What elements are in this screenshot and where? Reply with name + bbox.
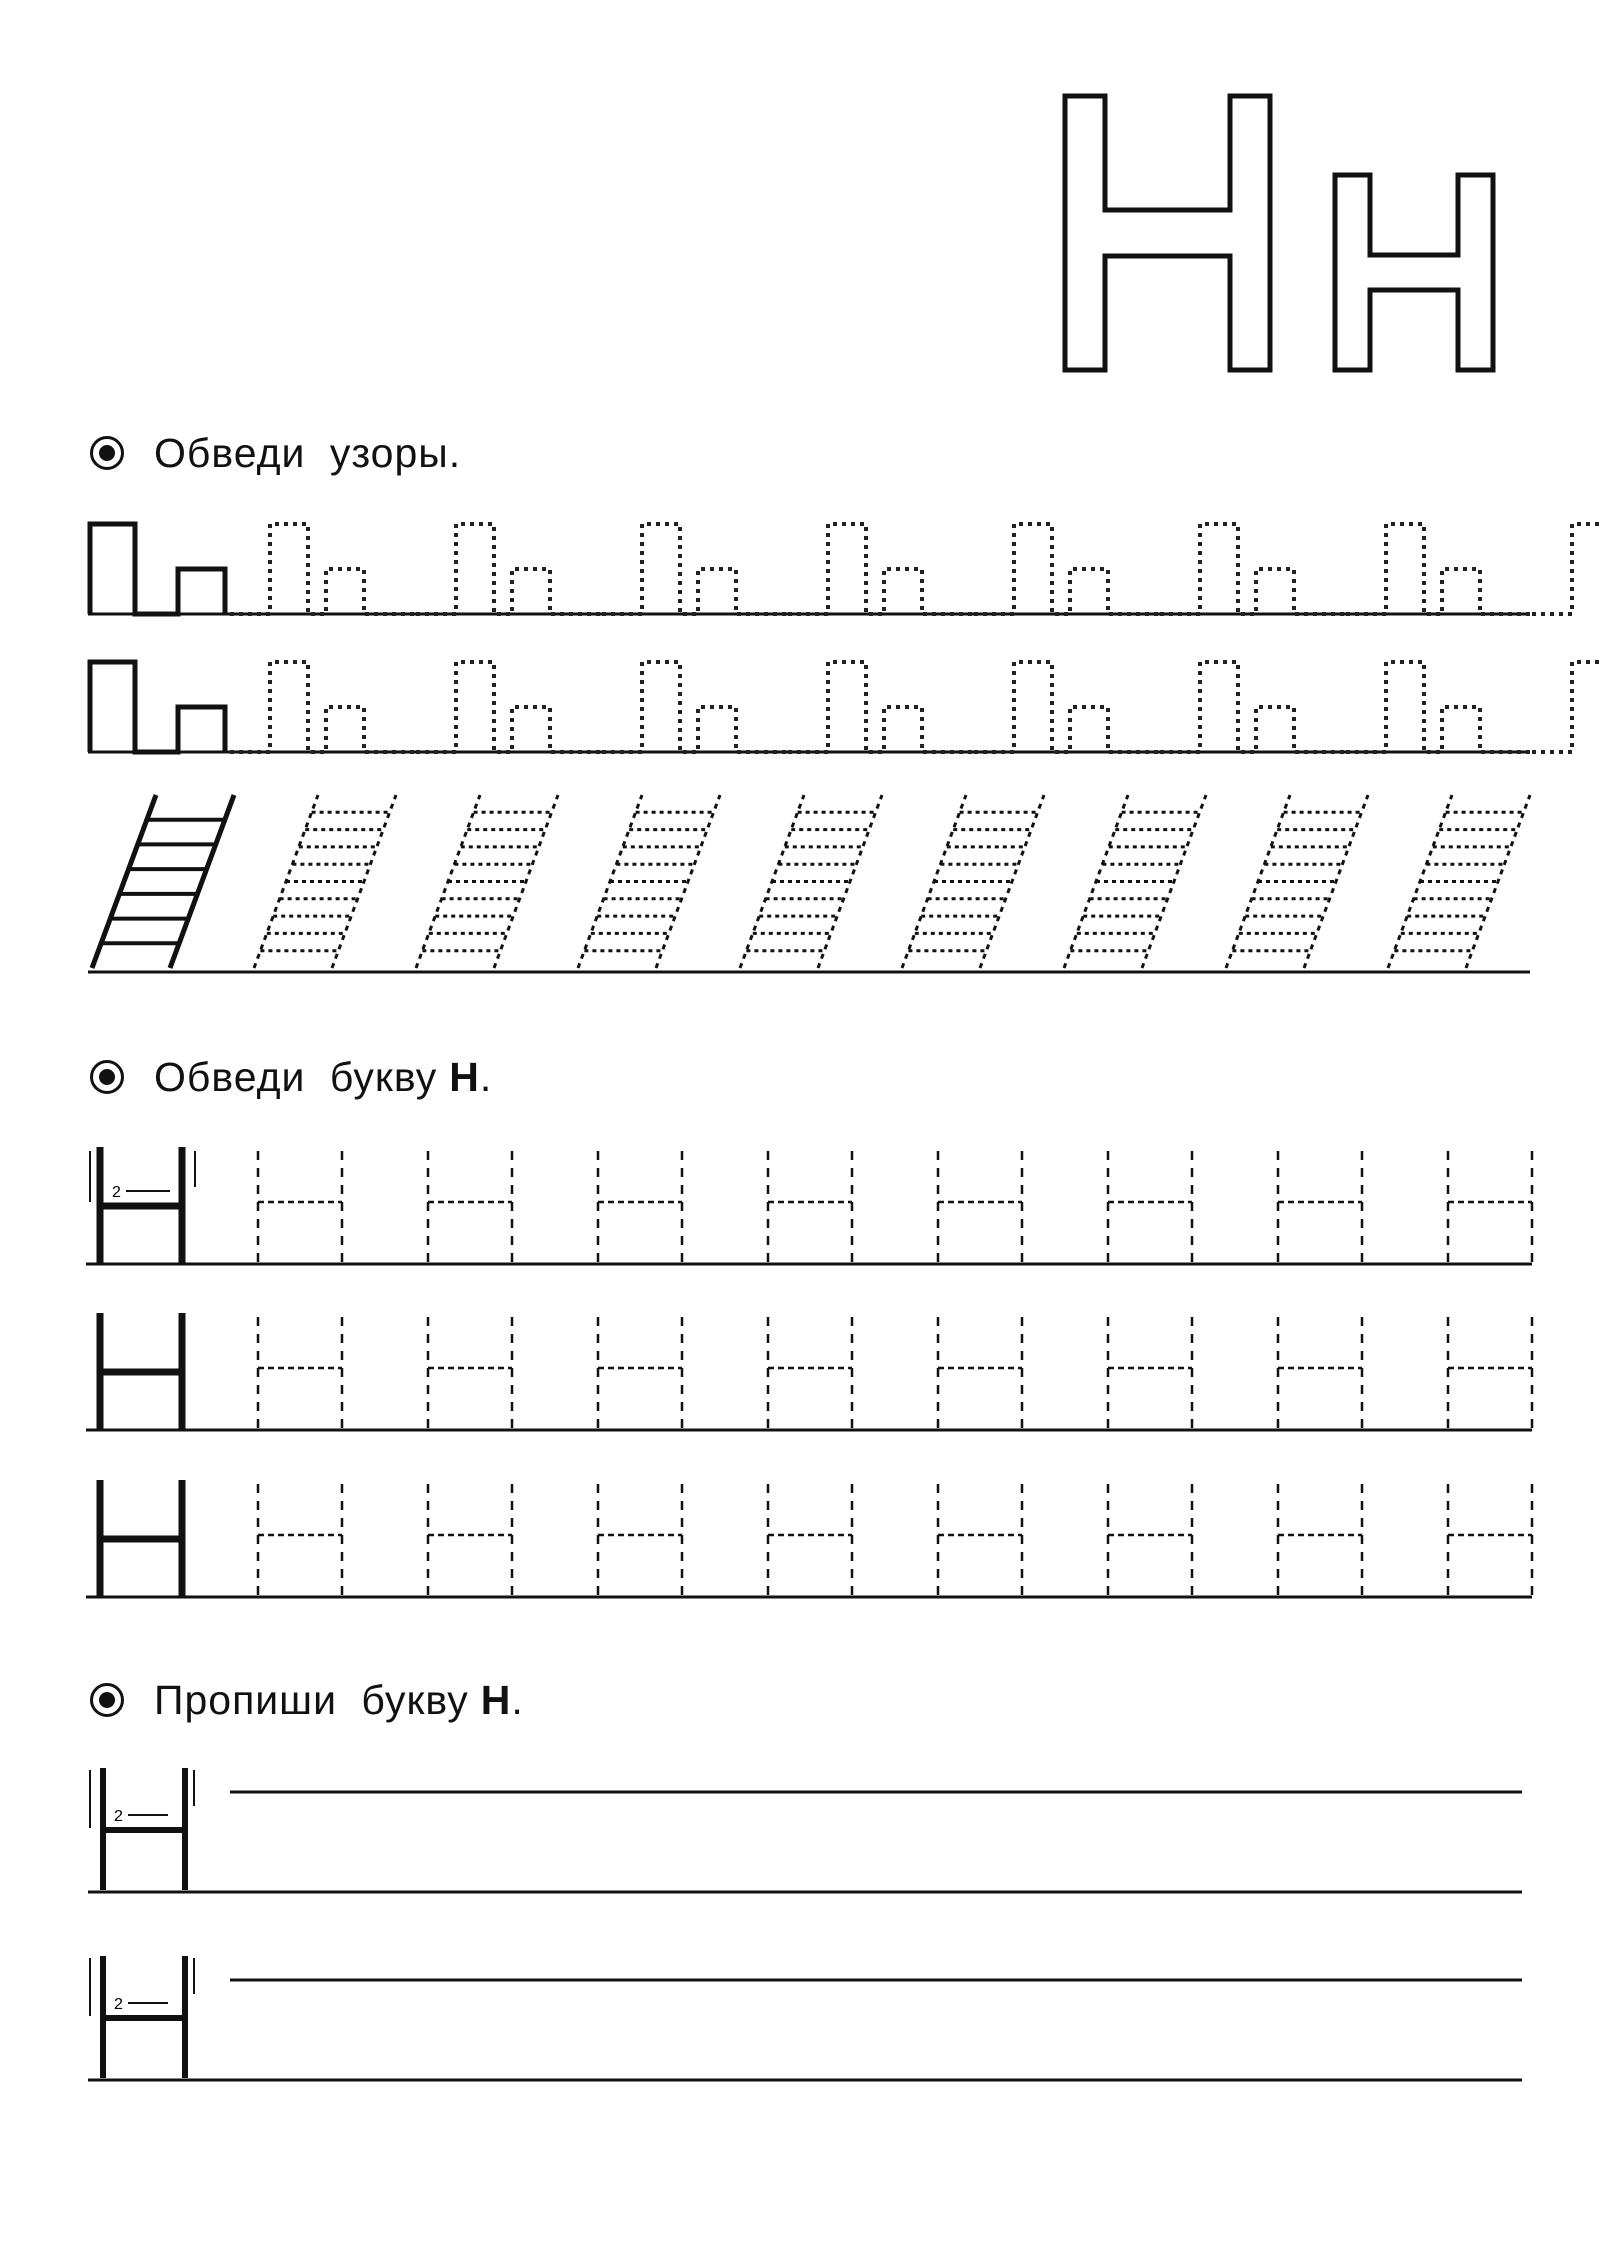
instruction-letter: Н xyxy=(480,1676,512,1723)
ladder-row xyxy=(88,795,1530,972)
flower-bullet-icon xyxy=(90,1683,124,1717)
exercises xyxy=(86,524,1600,2080)
dashed-letter xyxy=(428,1313,512,1428)
dashed-letter xyxy=(1108,1313,1192,1428)
write-row xyxy=(88,1956,1522,2080)
dashed-letter xyxy=(1108,1147,1192,1262)
dotted-ladder xyxy=(1064,795,1206,968)
instruction-write-letter xyxy=(90,1670,524,1730)
dashed-letter xyxy=(768,1313,852,1428)
sample-letter xyxy=(100,1313,182,1430)
instruction-trace-letter xyxy=(90,1047,492,1107)
stroke-number: 2 xyxy=(112,1184,121,1201)
trace-row xyxy=(86,1480,1532,1597)
dashed-letter xyxy=(1278,1147,1362,1262)
sample-letter xyxy=(100,1480,182,1597)
lowercase-h-outline xyxy=(1335,175,1493,370)
dotted-ladder xyxy=(1226,795,1368,968)
sample-pattern xyxy=(90,662,225,752)
stroke-number: 2 xyxy=(114,1996,123,2013)
dashed-letter xyxy=(428,1480,512,1595)
dotted-pattern xyxy=(230,662,1600,752)
dotted-ladder xyxy=(416,795,558,968)
dotted-ladder xyxy=(902,795,1044,968)
stroke-number: 2 xyxy=(114,1808,123,1825)
dashed-letter xyxy=(598,1147,682,1262)
pattern-row xyxy=(88,524,1600,614)
dashed-letter xyxy=(768,1480,852,1595)
instruction-punct: . xyxy=(479,1053,493,1100)
trace-row xyxy=(86,1147,1532,1264)
dotted-ladder xyxy=(740,795,882,968)
sample-letter xyxy=(90,1147,195,1264)
dotted-ladder xyxy=(1388,795,1530,968)
dashed-letter xyxy=(938,1480,1022,1595)
dotted-ladder xyxy=(254,795,396,968)
sample-letter xyxy=(90,1768,194,1890)
dashed-letter xyxy=(428,1147,512,1262)
dashed-letter xyxy=(258,1480,342,1595)
instruction-text: Обведи узоры. xyxy=(154,429,462,476)
flower-bullet-icon xyxy=(90,1060,124,1094)
dashed-letter xyxy=(1448,1313,1532,1428)
dashed-letter xyxy=(1278,1480,1362,1595)
flower-bullet-icon xyxy=(90,436,124,470)
dashed-letter xyxy=(598,1480,682,1595)
instruction-text: Обведи букву xyxy=(154,1053,438,1100)
sample-pattern xyxy=(90,524,225,614)
dashed-letter xyxy=(1278,1313,1362,1428)
dotted-pattern xyxy=(230,524,1600,614)
dashed-letter xyxy=(938,1313,1022,1428)
uppercase-h-outline xyxy=(1065,96,1270,370)
instruction-text: Пропиши букву xyxy=(154,1676,469,1723)
instruction-trace-patterns xyxy=(90,423,461,483)
dotted-ladder xyxy=(578,795,720,968)
sample-ladder xyxy=(92,795,234,968)
dashed-letter xyxy=(258,1313,342,1428)
dashed-letter xyxy=(768,1147,852,1262)
instruction-punct: . xyxy=(511,1676,524,1723)
dashed-letter xyxy=(1448,1147,1532,1262)
pattern-row xyxy=(88,662,1600,752)
dashed-letter xyxy=(938,1147,1022,1262)
instruction-letter: Н xyxy=(449,1053,480,1100)
dashed-letter xyxy=(598,1313,682,1428)
dashed-letter xyxy=(1448,1480,1532,1595)
dashed-letter xyxy=(1108,1480,1192,1595)
write-row xyxy=(88,1768,1522,1892)
sample-letter xyxy=(90,1956,194,2078)
trace-row xyxy=(86,1313,1532,1430)
title-letter-outline xyxy=(1065,96,1493,370)
dashed-letter xyxy=(258,1147,342,1262)
